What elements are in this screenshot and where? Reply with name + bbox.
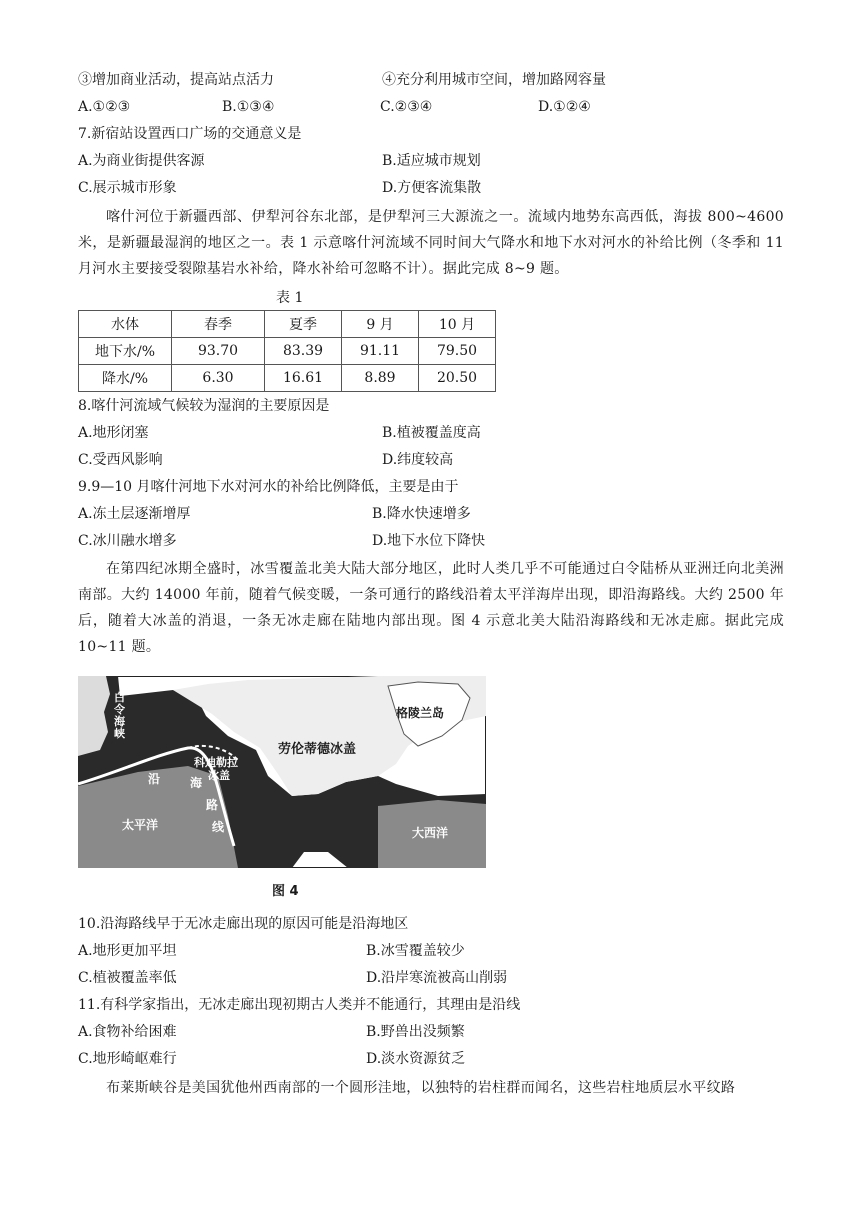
q7-stem: 7.新宿站设置西口广场的交通意义是: [78, 126, 302, 142]
atlantic-ocean-label: 大西洋: [412, 826, 449, 840]
q6-option-a: A.①②③: [78, 99, 131, 115]
coastal-route-label-vertical: [190, 772, 224, 838]
q6-option-d: D.①②④: [538, 99, 591, 115]
table1-header: 夏季: [265, 311, 342, 338]
table1: [78, 310, 496, 392]
cordilleran-label-line: 科迪勒拉: [194, 756, 238, 769]
coastal-route-char: 线: [212, 820, 225, 834]
q11-option-a: A.食物补给困难: [78, 1024, 177, 1040]
table-cell: 79.50: [419, 338, 496, 365]
q7-option-a: A.为商业街提供客源: [78, 153, 205, 169]
q11-option-b: B.野兽出没频繁: [366, 1024, 465, 1040]
q8-option-b: B.植被覆盖度高: [382, 425, 481, 441]
q7-option-b: B.适应城市规划: [382, 153, 481, 169]
table1-header: 10 月: [419, 311, 496, 338]
cordilleran-label-line: 冰盖: [208, 769, 230, 782]
q9-option-b: B.降水快速增多: [372, 506, 471, 522]
passage-kashi-river: 喀什河位于新疆西部、伊犁河谷东北部，是伊犁河三大源流之一。流域内地势东高西低，海拔 800~4600 米，是新疆最湿润的地区之一。表 1 示意喀什河流域不同时间大气降水和地下水对河水的补给比例（冬季和 11 月河水主要接受裂隙基岩水补给，降水补给可忽略不计）。据此完成 8~9 题。: [78, 209, 784, 277]
q7-option-d: D.方便客流集散: [382, 180, 482, 196]
bering-label-char: 令: [114, 703, 125, 716]
bering-strait-label: [114, 692, 126, 740]
q9-option-a: A.冻土层逐渐增厚: [78, 506, 191, 522]
q11-option-d: D.淡水资源贫乏: [366, 1051, 466, 1067]
bering-label-char: 峡: [114, 727, 125, 740]
coastal-route-label: 沿: [148, 772, 161, 786]
bering-label-char: 海: [114, 715, 125, 728]
table-cell: 降水/%: [79, 365, 172, 392]
q10-stem: 10.沿海路线早于无冰走廊出现的原因可能是沿海地区: [78, 916, 409, 932]
laurentide-ice-sheet-label: 劳伦蒂德冰盖: [278, 742, 357, 757]
q9-option-d: D.地下水位下降快: [372, 533, 486, 549]
figure4-map: [78, 676, 486, 868]
q8-stem: 8.喀什河流域气候较为湿润的主要原因是: [78, 398, 330, 414]
table-cell: 20.50: [419, 365, 496, 392]
q6-item3: ③增加商业活动，提高站点活力: [78, 72, 274, 88]
table1-header: 9 月: [342, 311, 419, 338]
passage-ice-free-corridor: 在第四纪冰期全盛时，冰雪覆盖北美大陆大部分地区，此时人类几乎不可能通过白令陆桥从亚洲迁向北美洲南部。大约 14000 年前，随着气候变暖，一条可通行的路线沿着太平洋海岸出现，即沿海路线。大约 2500 年后，随着大冰盖的消退，一条无冰走廊在陆地内部出现。图 4 示意北美大陆沿海路线和无冰走廊。据此完成 10~11 题。: [78, 561, 784, 655]
q8-option-c: C.受西风影响: [78, 452, 163, 468]
coastal-route-char: 路: [206, 798, 219, 812]
greenland-label: 格陵兰岛: [396, 706, 445, 720]
table1-header: 水体: [79, 311, 172, 338]
q10-option-a: A.地形更加平坦: [78, 943, 177, 959]
table-cell: 91.11: [342, 338, 419, 365]
q6-option-c: C.②③④: [380, 99, 433, 115]
figure4-caption: 图 4: [272, 884, 299, 899]
passage-bryce-canyon: 布莱斯峡谷是美国犹他州西南部的一个圆形洼地，以独特的岩柱群而闻名，这些岩柱地质层水平纹路: [106, 1080, 736, 1096]
q11-stem: 11.有科学家指出，无冰走廊出现初期古人类并不能通行，其理由是沿线: [78, 997, 521, 1013]
table-cell: 16.61: [265, 365, 342, 392]
q7-option-c: C.展示城市形象: [78, 180, 177, 196]
q11-option-c: C.地形崎岖难行: [78, 1051, 177, 1067]
table1-title: 表 1: [276, 290, 304, 306]
table-cell: 8.89: [342, 365, 419, 392]
q10-option-d: D.沿岸寒流被高山削弱: [366, 970, 508, 986]
coastal-route-char: 海: [190, 776, 203, 790]
pacific-ocean-label: 太平洋: [122, 818, 159, 832]
q9-stem: 9.9—10 月喀什河地下水对河水的补给比例降低，主要是由于: [78, 479, 459, 495]
q6-option-b: B.①③④: [222, 99, 275, 115]
q6-item4: ④充分利用城市空间，增加路网容量: [382, 72, 606, 88]
q8-option-d: D.纬度较高: [382, 452, 454, 468]
table-cell: 93.70: [172, 338, 265, 365]
table-row: [79, 365, 496, 392]
table1-header: 春季: [172, 311, 265, 338]
table-cell: 6.30: [172, 365, 265, 392]
q10-option-b: B.冰雪覆盖较少: [366, 943, 465, 959]
table-cell: 83.39: [265, 338, 342, 365]
bering-label-char: 白: [114, 691, 125, 704]
q9-option-c: C.冰川融水增多: [78, 533, 177, 549]
table-cell: 地下水/%: [79, 338, 172, 365]
q8-option-a: A.地形闭塞: [78, 425, 149, 441]
table-row: [79, 338, 496, 365]
table1-header-row: [79, 311, 496, 338]
q10-option-c: C.植被覆盖率低: [78, 970, 177, 986]
